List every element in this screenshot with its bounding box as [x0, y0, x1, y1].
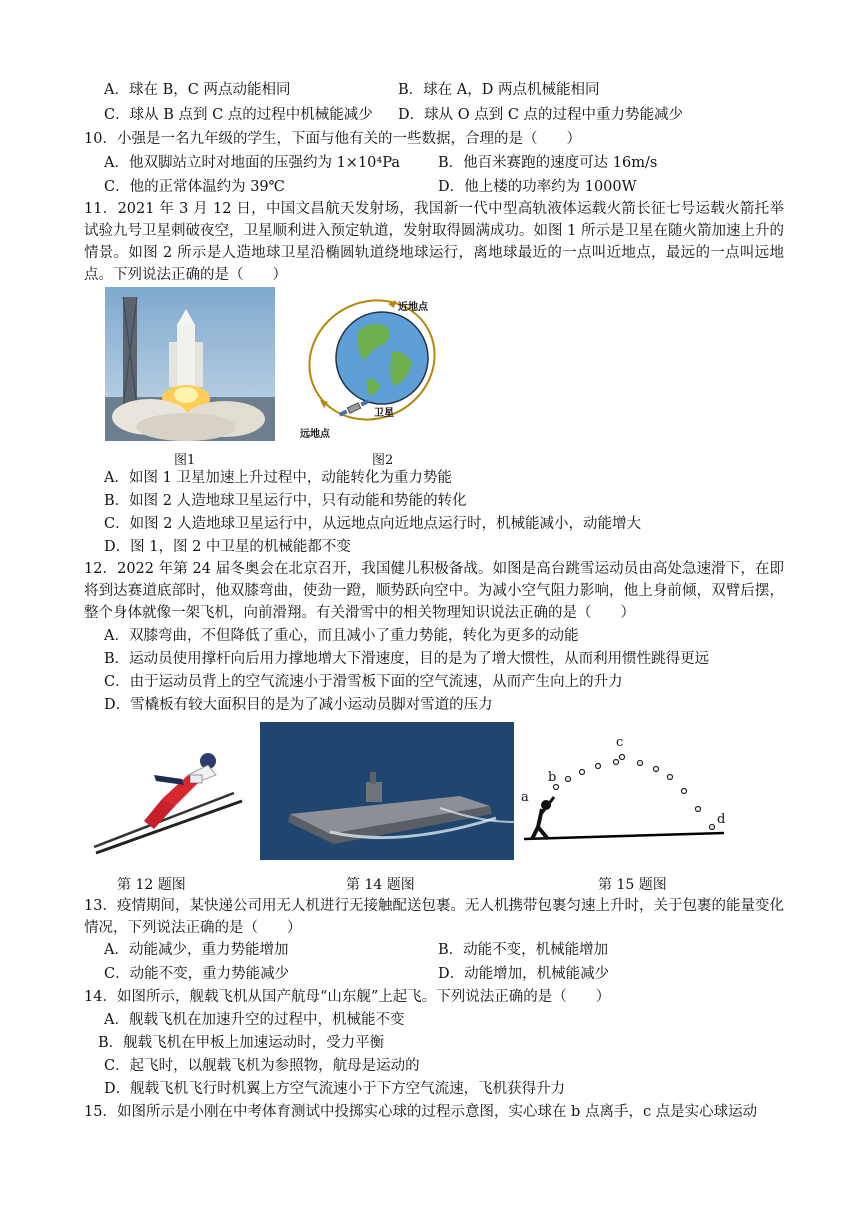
q13-option-a: A．动能减少，重力势能增加	[104, 942, 289, 958]
q14-stem: 14．如图所示，舰载飞机从国产航母“山东舰”上起飞。下列说法正确的是（ ）	[84, 989, 611, 1005]
q12-option-b: B．运动员使用撑杆向后用力撑地增大下滑速度，目的是为了增大惯性，从而利用惯性跳得更远	[104, 651, 710, 667]
q10-stem: 10．小强是一名九年级的学生，下面与他有关的一些数据，合理的是（ ）	[84, 131, 581, 147]
point-a-label: a	[521, 790, 529, 805]
q11-stem: 11．2021 年 3 月 12 日，中国文昌航天发射场，我国新一代中型高轨液体运载火箭长征七号运载火箭托举试验九号卫星刺破夜空，卫星顺利进入预定轨道，发射取得圆满成功。如图 1 所示是卫星在随火箭加速上升的情景。如图 2 所示是人造地球卫星沿椭圆轨道绕地球运行，离地球最近的一点叫近地点，最远的一点叫远地点。下列说法正确的是（ ）	[84, 201, 784, 283]
q13-option-d: D．动能增加，机械能减少	[438, 966, 610, 982]
q13-option-b: B．动能不变，机械能增加	[438, 942, 609, 958]
q12-option-c: C．由于运动员背上的空气流速小于滑雪板下面的空气流速，从而产生向上的升力	[104, 674, 623, 690]
q13-option-c: C．动能不变，重力势能减少	[104, 966, 290, 982]
apogee-label: 远地点	[300, 429, 330, 440]
point-c-label: c	[616, 735, 624, 750]
perigee-label: 近地点	[398, 302, 428, 313]
q14-option-d: D．舰载飞机飞行时机翼上方空气流速小于下方空气流速，飞机获得升力	[104, 1081, 566, 1097]
fig15-caption: 第 15 题图	[598, 877, 667, 893]
q13-stem: 13．疫情期间，某快递公司用无人机进行无接触配送包裹。无人机携带包裹匀速上升时，关于包裹的能量变化情况，下列说法正确的是（ ）	[84, 898, 784, 936]
q10-option-b: B．他百米赛跑的速度可达 16m/s	[438, 155, 658, 171]
ski-jumper-image	[84, 735, 249, 863]
q10-option-a: A．他双脚站立时对地面的压强约为 1×10⁴Pa	[104, 155, 400, 171]
q15-stem: 15．如图所示是小刚在中考体育测试中投掷实心球的过程示意图，实心球在 b 点离手，c 点是实心球运动	[84, 1104, 758, 1120]
q12-stem: 12．2022 年第 24 届冬奥会在北京召开，我国健儿积极备战。如图是高台跳雪运动员由高处急速滑下，在即将到达赛道底部时，他双膝弯曲，使劲一蹬，顺势跃向空中。为减小空气阻力影响，他上身前倾，双臂后摆，整个身体就像一架飞机，向前滑翔。有关滑雪中的相关物理知识说法正确的是（ ）	[84, 561, 784, 621]
fig12-caption: 第 12 题图	[117, 877, 186, 893]
q11-option-d: D．图 1，图 2 中卫星的机械能都不变	[104, 539, 351, 555]
q9-option-c: C．球从 B 点到 C 点的过程中机械能减少	[104, 107, 373, 123]
q11-option-c: C．如图 2 人造地球卫星运行中，从远地点向近地点运行时，机械能减小，动能增大	[104, 516, 642, 532]
rocket-launch-photo	[105, 287, 275, 441]
q9-option-b: B．球在 A，D 两点机械能相同	[398, 82, 600, 98]
fig14-caption: 第 14 题图	[346, 877, 415, 893]
q11-option-b: B．如图 2 人造地球卫星运行中，只有动能和势能的转化	[104, 493, 467, 509]
q10-option-c: C．他的正常体温约为 39℃	[104, 179, 285, 195]
q14-option-b: B．舰载飞机在甲板上加速运动时，受力平衡	[98, 1035, 385, 1051]
fig1-caption: 图1	[174, 453, 196, 468]
q12-option-a: A．双膝弯曲，不但降低了重心，而且减小了重力势能，转化为更多的动能	[104, 628, 579, 644]
point-b-label: b	[548, 770, 557, 785]
shot-put-trajectory-diagram	[520, 735, 726, 845]
q14-option-a: A．舰载飞机在加速升空的过程中，机械能不变	[104, 1012, 405, 1028]
q11-option-a: A．如图 1 卫星加速上升过程中，动能转化为重力势能	[104, 470, 452, 486]
q12-option-d: D．雪橇板有较大面积目的是为了减小运动员脚对雪道的压力	[104, 697, 493, 713]
q9-option-d: D．球从 O 点到 C 点的过程中重力势能减少	[398, 107, 684, 123]
satellite-label: 卫星	[374, 408, 394, 419]
point-d-label: d	[717, 812, 726, 827]
q9-option-a: A．球在 B，C 两点动能相同	[104, 82, 291, 98]
q10-option-d: D．他上楼的功率约为 1000W	[438, 179, 637, 195]
aircraft-carrier-photo	[260, 722, 514, 860]
fig2-caption: 图2	[372, 453, 394, 468]
q14-option-c: C．起飞时，以舰载飞机为参照物，航母是运动的	[104, 1058, 420, 1074]
